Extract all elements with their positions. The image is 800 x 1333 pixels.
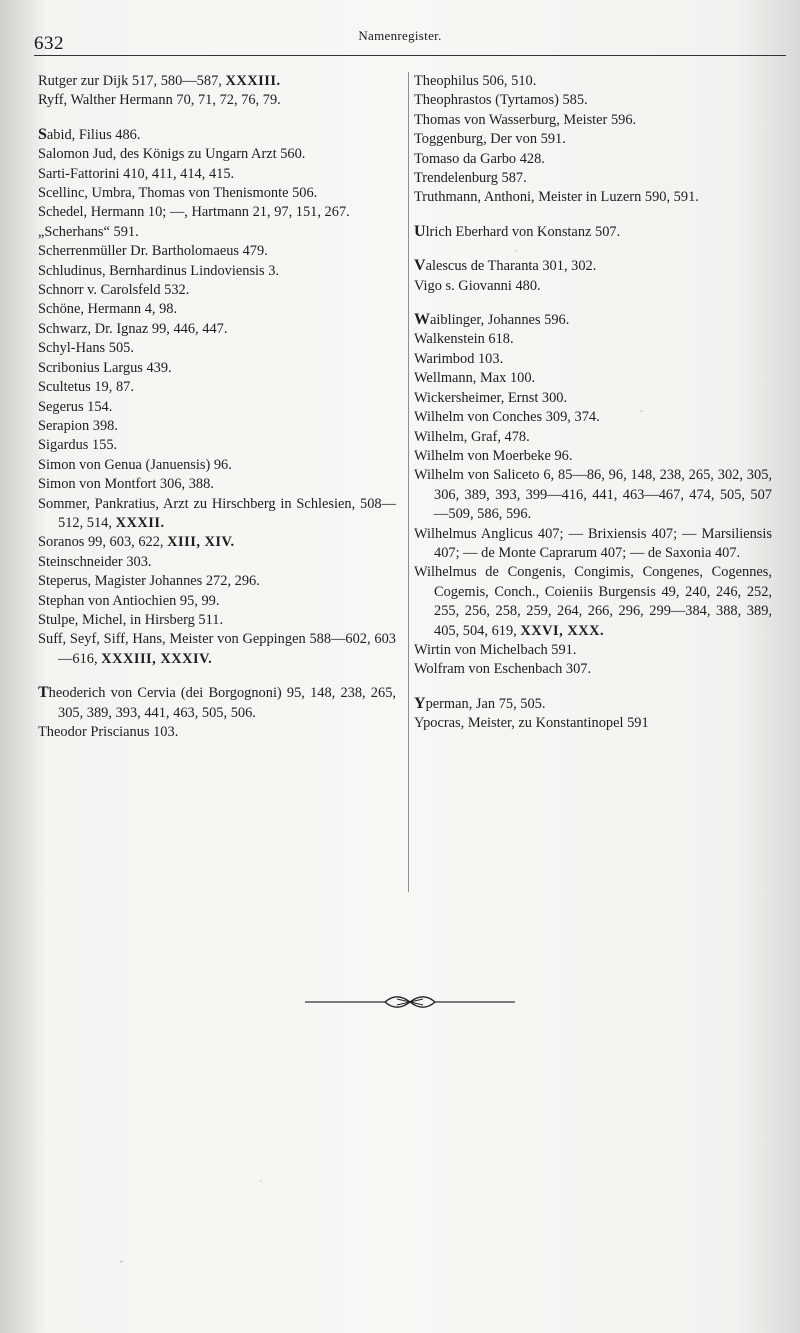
entry-text: Wilhelm von Conches 309, 374.	[414, 409, 600, 426]
section-gap	[414, 208, 772, 222]
index-entry	[38, 592, 396, 611]
index-entry	[414, 169, 772, 188]
entry-text: Rutger zur Dijk 517, 580—587,	[38, 73, 226, 89]
entry-text: Sigardus 155.	[38, 437, 118, 454]
index-entry	[38, 475, 396, 494]
index-entry	[414, 350, 772, 369]
entry-text: Suff, Seyf, Siff, Hans, Meister von Geppingen 588—602, 603—616,	[38, 631, 396, 667]
index-entry	[414, 277, 772, 296]
roman-page-ref: XXXIII.	[225, 73, 281, 89]
entry-text: Stulpe, Michel, in Hirsberg 511.	[38, 611, 224, 628]
index-entry	[414, 72, 772, 91]
entry-text: Truthmann, Anthoni, Meister in Luzern 590, 591.	[414, 189, 699, 206]
index-entry	[414, 447, 772, 466]
entry-text: Soranos 99, 603, 622,	[38, 534, 168, 551]
entry-text: Walkenstein 618.	[414, 331, 514, 348]
index-entry	[38, 300, 396, 319]
entry-text: Trendelenburg 587.	[414, 170, 527, 187]
index-entry	[38, 184, 396, 203]
index-entry	[414, 660, 772, 679]
entry-text: Tomaso da Garbo 428.	[414, 150, 545, 167]
entry-text: Scherrenmüller Dr. Bartholomaeus 479.	[38, 243, 268, 260]
entry-text: Scellinc, Umbra, Thomas von Thenismonte 506.	[38, 185, 318, 202]
entry-text: Wickersheimer, Ernst 300.	[414, 389, 568, 406]
entry-text: Scultetus 19, 87.	[38, 379, 134, 396]
index-column-left	[38, 72, 396, 742]
index-entry	[414, 188, 772, 207]
index-entry	[38, 165, 396, 184]
index-entry	[38, 723, 396, 742]
entry-text: Simon von Genua (Januensis) 96.	[38, 456, 232, 473]
entry-text: Schyl-Hans 505.	[38, 340, 134, 357]
index-entry	[38, 125, 396, 145]
index-entry	[38, 495, 396, 534]
entry-text: lrich Eberhard von Konstanz 507.	[425, 223, 621, 240]
entry-text: Wilhelm von Saliceto 6, 85—86, 96, 148, 238, 265, 302, 305, 306, 389, 393, 399—416, 441, 463—467, 474, 505, 507—509, 586, 596.	[414, 467, 772, 523]
index-entry	[38, 683, 396, 723]
entry-text: Schedel, Hermann 10; —, Hartmann 21, 97, 151, 267.	[38, 204, 350, 221]
entry-text: Salomon Jud, des Königs zu Ungarn Arzt 560.	[38, 146, 306, 163]
entry-text: Wilhelmus Anglicus 407; — Brixiensis 407; — Marsiliensis 407; — de Monte Caprarum 407; — de Saxonia 407.	[414, 525, 772, 561]
index-entry	[38, 320, 396, 339]
roman-page-ref: XXXIII, XXXIV.	[101, 650, 213, 667]
index-entry	[38, 456, 396, 475]
index-entry	[38, 339, 396, 358]
entry-text: Ypocras, Meister, zu Konstantinopel 591	[414, 715, 649, 732]
index-entry	[414, 91, 772, 110]
entry-text: Wolfram von Eschenbach 307.	[414, 661, 592, 678]
entry-text: abid, Filius 486.	[46, 126, 141, 143]
entry-text: Scribonius Largus 439.	[38, 359, 172, 376]
index-entry	[414, 330, 772, 349]
entry-text: Wilhelm, Graf, 478.	[414, 428, 530, 445]
index-entry	[414, 111, 772, 130]
page-number: 632	[34, 33, 64, 54]
index-entry	[38, 262, 396, 281]
index-entry	[38, 72, 396, 91]
entry-text: perman, Jan 75, 505.	[425, 695, 546, 712]
index-column-right	[414, 72, 772, 734]
entry-text: Steinschneider 303.	[38, 553, 152, 570]
index-entry	[414, 150, 772, 169]
entry-text: Wellmann, Max 100.	[414, 370, 536, 387]
entry-text: aiblinger, Johannes 596.	[430, 312, 570, 329]
index-entry	[38, 553, 396, 572]
entry-text: Thomas von Wasserburg, Meister 596.	[414, 111, 637, 128]
index-entry	[38, 398, 396, 417]
column-divider	[408, 72, 409, 892]
index-entry	[414, 525, 772, 564]
index-entry	[414, 310, 772, 330]
index-entry	[38, 417, 396, 436]
section-initial: Y	[414, 694, 426, 712]
index-entry	[414, 694, 772, 714]
header-rule	[34, 55, 786, 56]
running-title: Namenregister.	[358, 28, 442, 43]
entry-text: heoderich von Cervia (dei Borgognoni) 95, 148, 238, 265, 305, 389, 393, 441, 463, 505, 506.	[48, 685, 396, 721]
entry-text: Sarti-Fattorini 410, 411, 414, 415.	[38, 165, 235, 182]
index-entry	[38, 359, 396, 378]
index-entry	[38, 533, 396, 552]
entry-text: Warimbod 103.	[414, 350, 504, 367]
entry-text: Toggenburg, Der von 591.	[414, 131, 566, 148]
section-gap	[414, 680, 772, 694]
index-entry	[414, 389, 772, 408]
section-initial: W	[414, 311, 430, 329]
index-entry	[414, 563, 772, 641]
index-entry	[414, 222, 772, 242]
section-gap	[414, 242, 772, 256]
entry-text: alescus de Tharanta 301, 302.	[425, 258, 597, 275]
index-entry	[38, 572, 396, 591]
paper-speck	[260, 1180, 262, 1182]
paper-speck	[640, 410, 643, 412]
index-entry	[38, 436, 396, 455]
paper-speck	[120, 1260, 123, 1263]
roman-page-ref: XIII, XIV.	[167, 534, 235, 551]
entry-text: Theophilus 506, 510.	[414, 73, 537, 89]
end-ornament	[305, 992, 515, 1012]
index-entry	[38, 281, 396, 300]
entry-text: Wilhelm von Moerbeke 96.	[414, 447, 573, 464]
entry-text: Schnorr v. Carolsfeld 532.	[38, 282, 190, 299]
roman-page-ref: XXVI, XXX.	[520, 622, 605, 639]
index-entry	[38, 203, 396, 222]
index-entry	[414, 641, 772, 660]
section-initial: T	[38, 684, 49, 702]
index-entry	[414, 130, 772, 149]
entry-text: Sommer, Pankratius, Arzt zu Hirschberg in Schlesien, 508—512, 514,	[38, 495, 396, 531]
entry-text: Schwarz, Dr. Ignaz 99, 446, 447.	[38, 320, 228, 337]
entry-text: Schöne, Hermann 4, 98.	[38, 301, 178, 318]
index-entry	[414, 714, 772, 733]
section-initial: V	[414, 257, 426, 275]
entry-text: „Scherhans“ 591.	[38, 223, 139, 240]
entry-text: Simon von Montfort 306, 388.	[38, 476, 214, 493]
entry-text: Steperus, Magister Johannes 272, 296.	[38, 573, 260, 590]
roman-page-ref: XXXII.	[115, 514, 165, 531]
index-entry	[38, 630, 396, 669]
entry-text: Theophrastos (Tyrtamos) 585.	[414, 92, 588, 109]
index-entry	[38, 145, 396, 164]
entry-text: Ryff, Walther Hermann 70, 71, 72, 76, 79.	[38, 92, 281, 109]
section-initial: S	[38, 125, 47, 143]
entry-text: Serapion 398.	[38, 417, 118, 434]
index-entry	[414, 256, 772, 276]
index-entry	[414, 466, 772, 524]
paper-speck	[515, 250, 517, 252]
entry-text: Theodor Priscianus 103.	[38, 724, 179, 740]
index-entry	[38, 611, 396, 630]
entry-text: Wilhelmus de Congenis, Congimis, Congenes, Cogennes, Cogemis, Conch., Coieniis Burgensis 49, 240, 246, 252, 255, 256, 258, 259, 264, 266, 296, 299—384, 388, 389, 405, 504, 619,	[414, 564, 772, 639]
section-initial: U	[414, 222, 426, 240]
entry-text: Schludinus, Bernhardinus Lindoviensis 3.	[38, 262, 280, 279]
index-entry	[414, 369, 772, 388]
index-entry	[38, 91, 396, 110]
index-entry	[414, 428, 772, 447]
index-entry	[414, 408, 772, 427]
index-entry	[38, 223, 396, 242]
index-entry	[38, 378, 396, 397]
entry-text: Wirtin von Michelbach 591.	[414, 641, 577, 658]
entry-text: Vigo s. Giovanni 480.	[414, 277, 541, 294]
section-gap	[38, 111, 396, 125]
index-entry	[38, 242, 396, 261]
section-gap	[38, 669, 396, 683]
entry-text: Segerus 154.	[38, 398, 113, 415]
entry-text: Stephan von Antiochien 95, 99.	[38, 592, 220, 609]
section-gap	[414, 296, 772, 310]
